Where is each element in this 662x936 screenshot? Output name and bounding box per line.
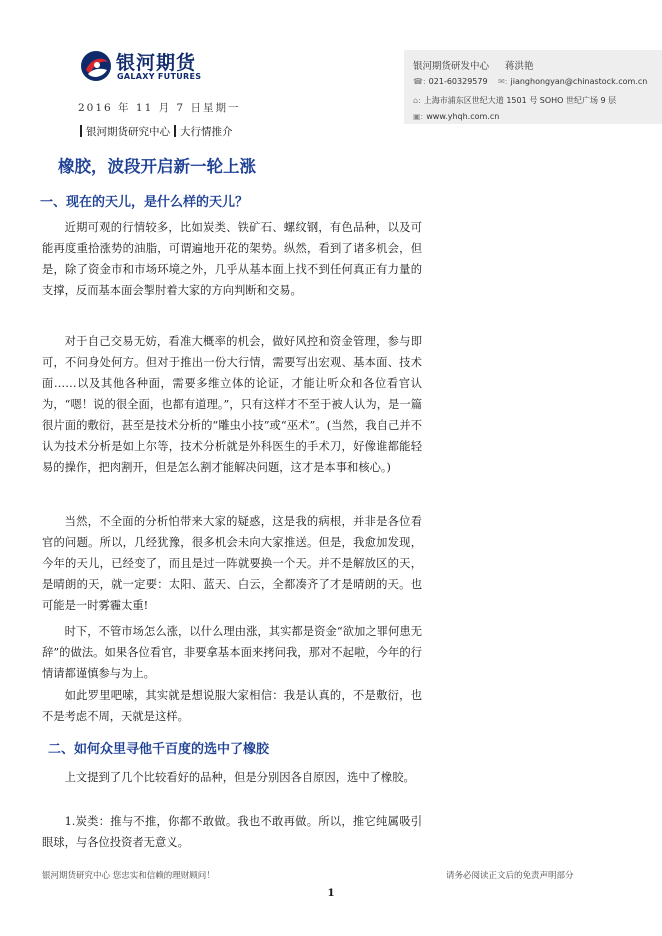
tag-divider bbox=[174, 125, 176, 137]
page-number: 1 bbox=[327, 887, 335, 899]
address-icon: ⌂: bbox=[413, 96, 421, 105]
tag-category: 大行情推介 bbox=[180, 126, 233, 138]
section-1-paragraph-3: 当然，不全面的分析怕带来大家的疑惑，这是我的病根，并非是各位看官的问题。所以，几经犹豫，很多机会未向大家推送。但是，我愈加发现，今年的天儿，已经变了，而且是过一阵就要换一个天。并不是解放区的天，是晴朗的天，就一定要：太阳、蓝天、白云，全都凑齐了才是晴朗的天。也可能是一时雾霾太重! bbox=[42, 515, 422, 612]
info-phone: 021-60329579 bbox=[428, 77, 488, 86]
info-website-row bbox=[413, 112, 499, 121]
info-contact-row bbox=[413, 77, 647, 86]
info-email: jianghongyan@chinastock.com.cn bbox=[510, 77, 648, 86]
info-author: 蒋洪艳 bbox=[505, 61, 534, 72]
info-dept: 银河期货研发中心 bbox=[413, 61, 490, 72]
tag-research-center: 银河期货研究中心 bbox=[86, 126, 170, 138]
galaxy-logo-icon bbox=[80, 50, 112, 82]
footer-disclaimer: 请务必阅读正文后的免责声明部分 bbox=[446, 871, 574, 881]
footer-slogan: 银河期货研究中心 您忠实和信赖的理财顾问！ bbox=[42, 871, 215, 881]
section-1-heading: 一、现在的天儿，是什么样的天儿？ bbox=[40, 195, 249, 210]
info-website[interactable]: www.yhqh.com.cn bbox=[426, 112, 500, 121]
section-2-heading: 二、如何众里寻他千百度的选中了橡胶 bbox=[48, 742, 270, 757]
logo-text-en: GALAXY FUTURES bbox=[117, 72, 202, 81]
section-2-paragraph-1: 上文提到了几个比较看好的品种，但是分别因各自原因，选中了橡胶。 bbox=[64, 771, 415, 784]
website-icon: ▣: bbox=[413, 112, 424, 121]
info-address: 上海市浦东区世纪大道 1501 号 SOHO 世纪广场 9 层 bbox=[423, 96, 617, 105]
email-icon: ✉: bbox=[498, 77, 508, 86]
info-address-row bbox=[413, 95, 616, 106]
section-2-paragraph-2: 1.炭类：推与不推，你都不敢做。我也不敢再做。所以，推它纯属吸引眼球，与各位投资者无意义。 bbox=[42, 815, 422, 849]
report-date: 2016 年 11 月 7 日星期一 bbox=[78, 102, 241, 114]
phone-icon: ☎: bbox=[413, 77, 426, 86]
info-title bbox=[413, 58, 534, 72]
section-1-paragraph-4: 时下，不管市场怎么涨，以什么理由涨，其实都是资金“欲加之罪何患无辞”的做法。如果各位看官，非要拿基本面来拷问我，那对不起啦，今年的行情请都谨慎参与为上。 bbox=[42, 625, 422, 680]
tag-divider bbox=[80, 125, 82, 137]
logo-text-cn: 银河期货 bbox=[116, 52, 197, 74]
report-tags bbox=[76, 124, 233, 139]
section-1-paragraph-5: 如此罗里吧嗦，其实就是想说服大家相信：我是认真的，不是敷衍，也不是考虑不周，天就是这样。 bbox=[42, 689, 422, 723]
report-title: 橡胶，波段开启新一轮上涨 bbox=[58, 157, 256, 176]
contact-info-box bbox=[404, 50, 662, 124]
section-1-paragraph-1: 近期可观的行情较多，比如炭类、铁矿石、螺纹钢，有色品种，以及可能再度重拾涨势的油脂，可谓遍地开花的架势。纵然，看到了诸多机会，但是，除了资金市和市场环境之外，几乎从基本面上找不到任何真正有力量的支撑，反而基本面会掣肘着大家的方向判断和交易。 bbox=[42, 221, 422, 297]
section-1-paragraph-2: 对于自己交易无妨，看准大概率的机会，做好风控和资金管理，参与即可，不问身处何方。但对于推出一份大行情，需要写出宏观、基本面、技术面……以及其他各种面，需要多维立体的论证，才能让听众和各位看官认为，“嗯！说的很全面，也都有道理。”，只有这样才不至于被人认为，是一篇很片面的敷衍，甚至是技术分析的“雕虫小技”或“巫术”。(当然，我自己并不认为技术分析是如上尔等，技术分析就是外科医生的手术刀，好像谁都能轻易的操作，把肉割开，但是怎么割才能解决问题，这才是本事和核心。) bbox=[42, 335, 422, 474]
logo bbox=[80, 48, 240, 88]
